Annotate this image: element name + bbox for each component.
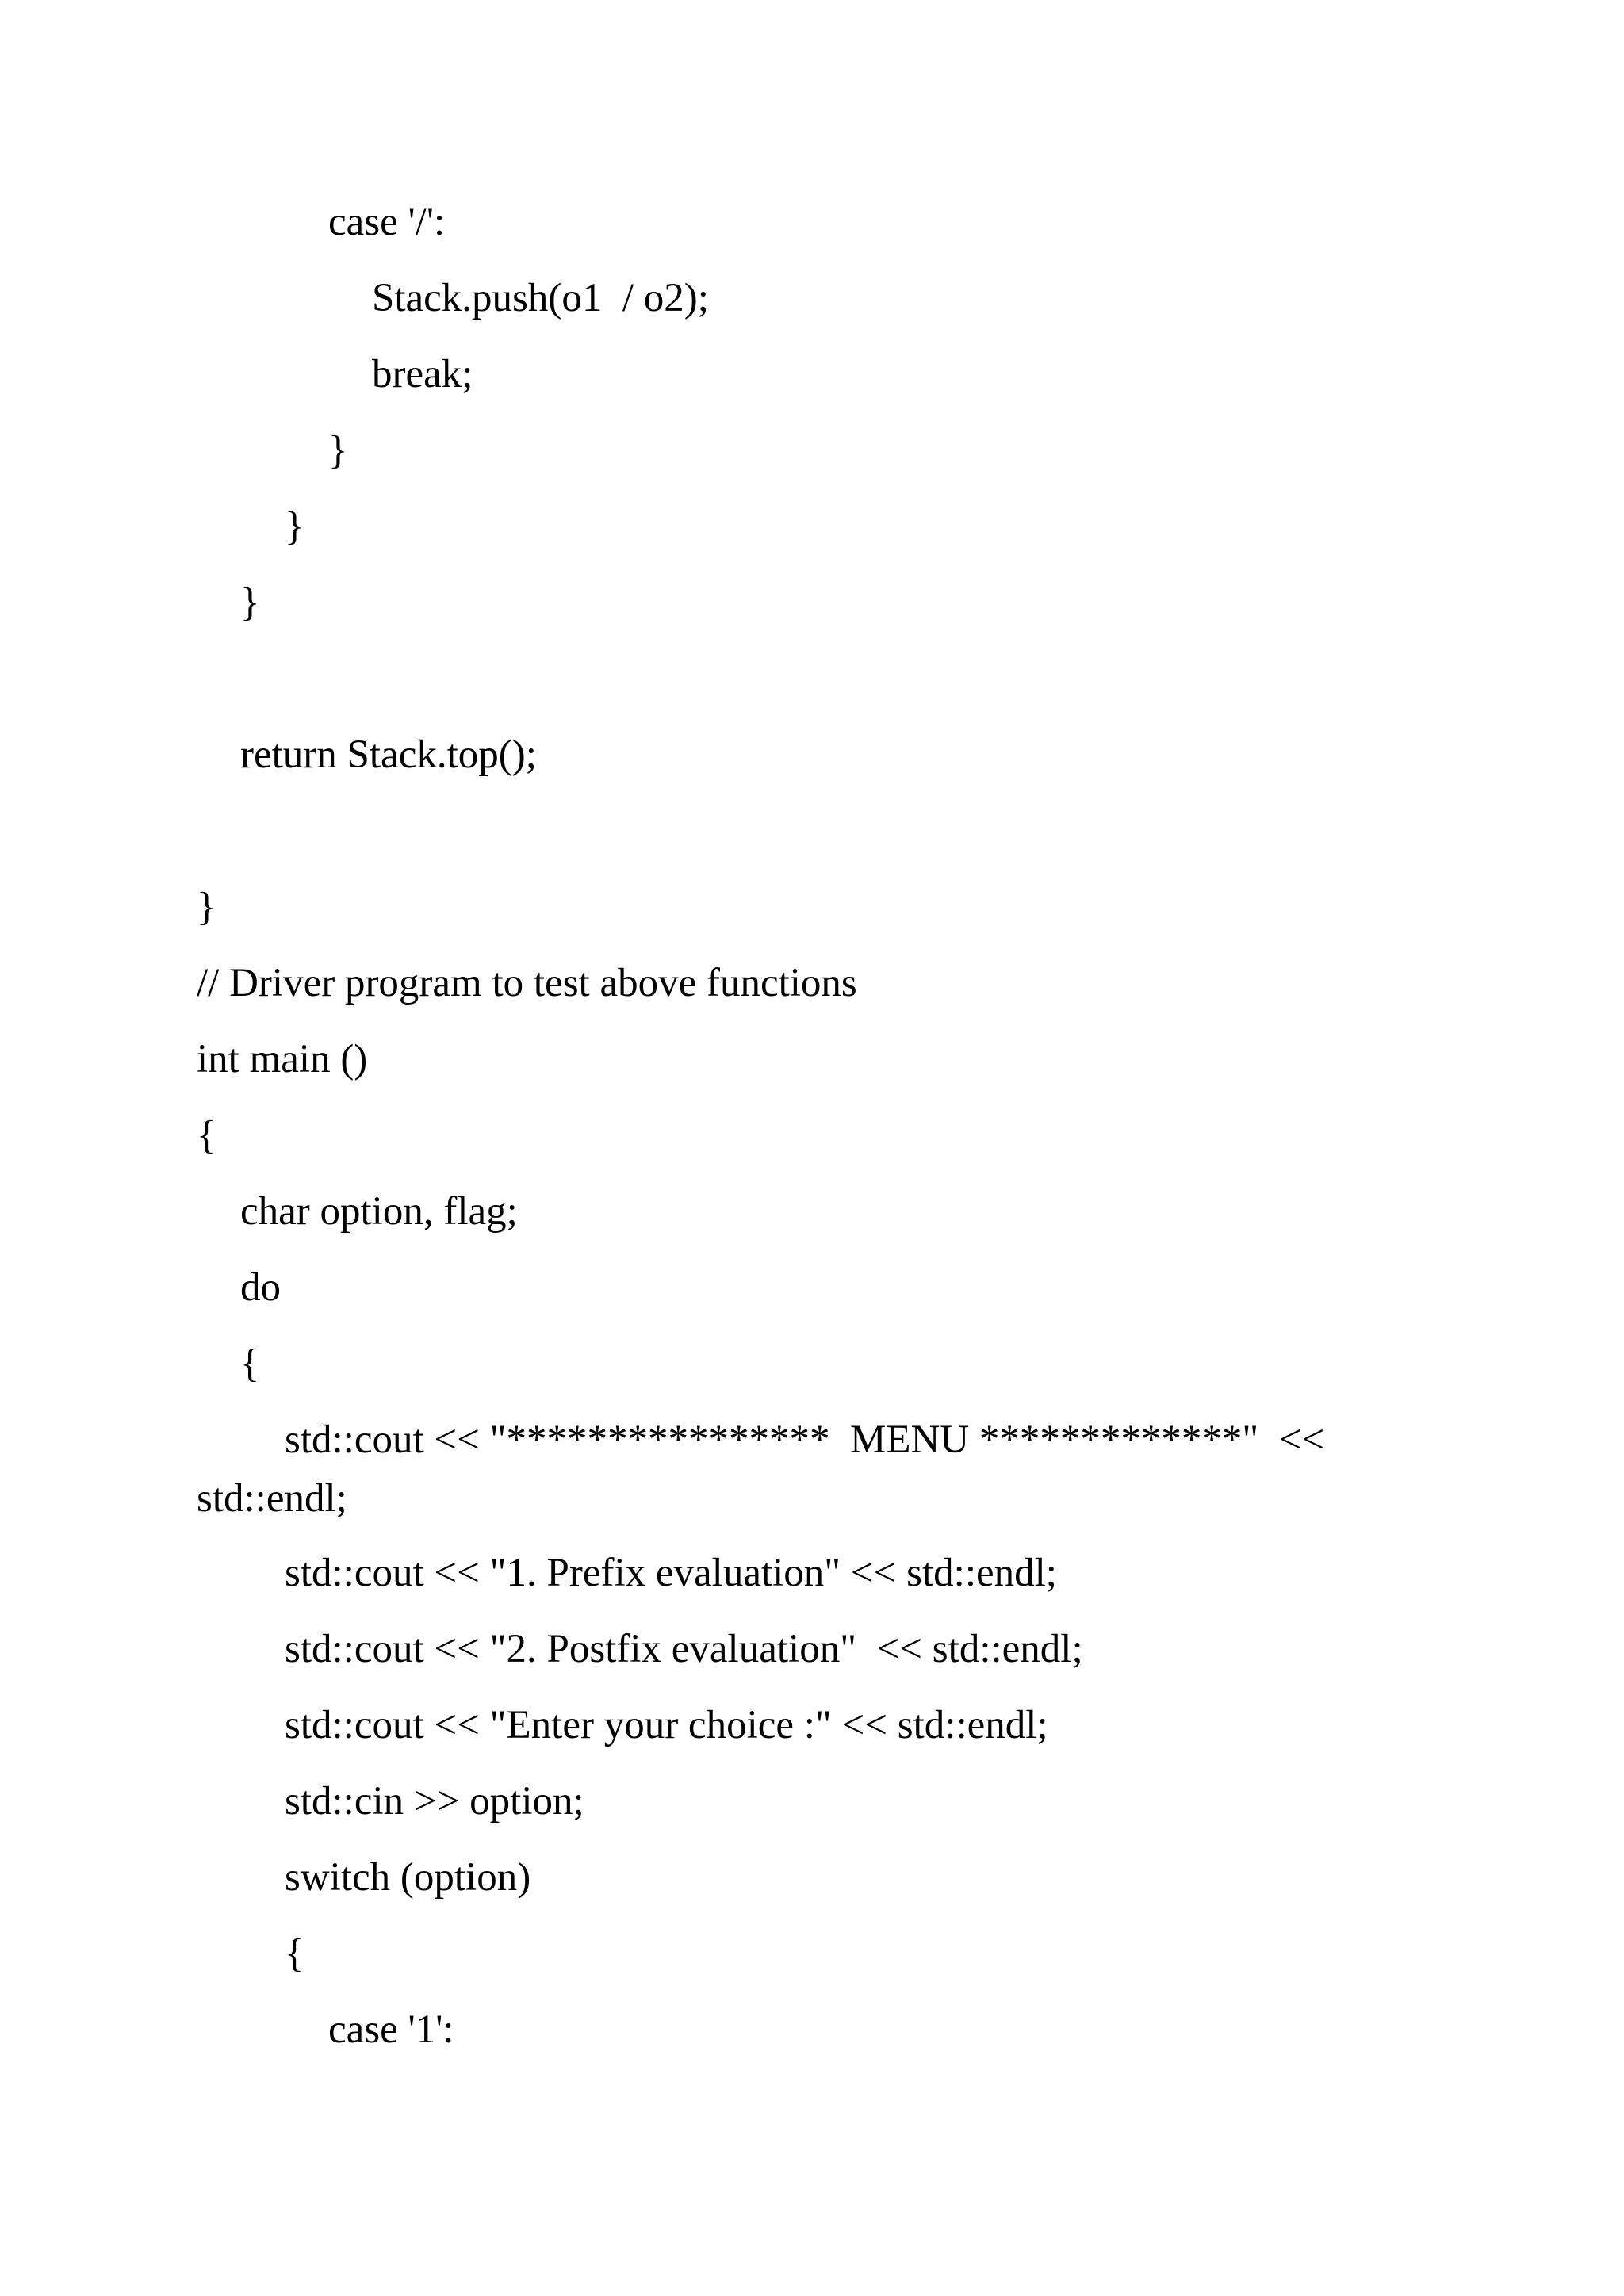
code-comment: // Driver program to test above functions xyxy=(197,961,857,1005)
code-line: std::cout << "**************** MENU *************" << xyxy=(285,1418,1325,1462)
code-line: std::cout << "2. Postfix evaluation" << std::endl; xyxy=(285,1627,1083,1671)
code-line: switch (option) xyxy=(285,1855,531,1900)
code-line: do xyxy=(240,1265,281,1310)
code-line: case '1': xyxy=(328,2007,454,2052)
code-line: { xyxy=(197,1113,216,1158)
code-line: break; xyxy=(372,352,473,396)
code-line: case '/': xyxy=(328,200,446,244)
code-line: std::cout << "1. Prefix evaluation" << std::endl; xyxy=(285,1551,1057,1595)
code-line: Stack.push(o1 / o2); xyxy=(372,276,709,320)
code-line: char option, flag; xyxy=(240,1189,518,1234)
code-line: int main () xyxy=(197,1037,368,1081)
code-line: { xyxy=(240,1341,260,1386)
code-line: std::cin >> option; xyxy=(285,1779,584,1823)
code-line: } xyxy=(240,580,260,625)
code-line: } xyxy=(285,504,304,549)
code-line: return Stack.top(); xyxy=(240,733,537,777)
code-line: } xyxy=(328,428,348,473)
code-line: std::cout << "Enter your choice :" << std::endl; xyxy=(285,1703,1048,1747)
code-line: std::endl; xyxy=(197,1476,347,1521)
code-line: { xyxy=(285,1931,304,1976)
code-line: } xyxy=(197,885,216,929)
